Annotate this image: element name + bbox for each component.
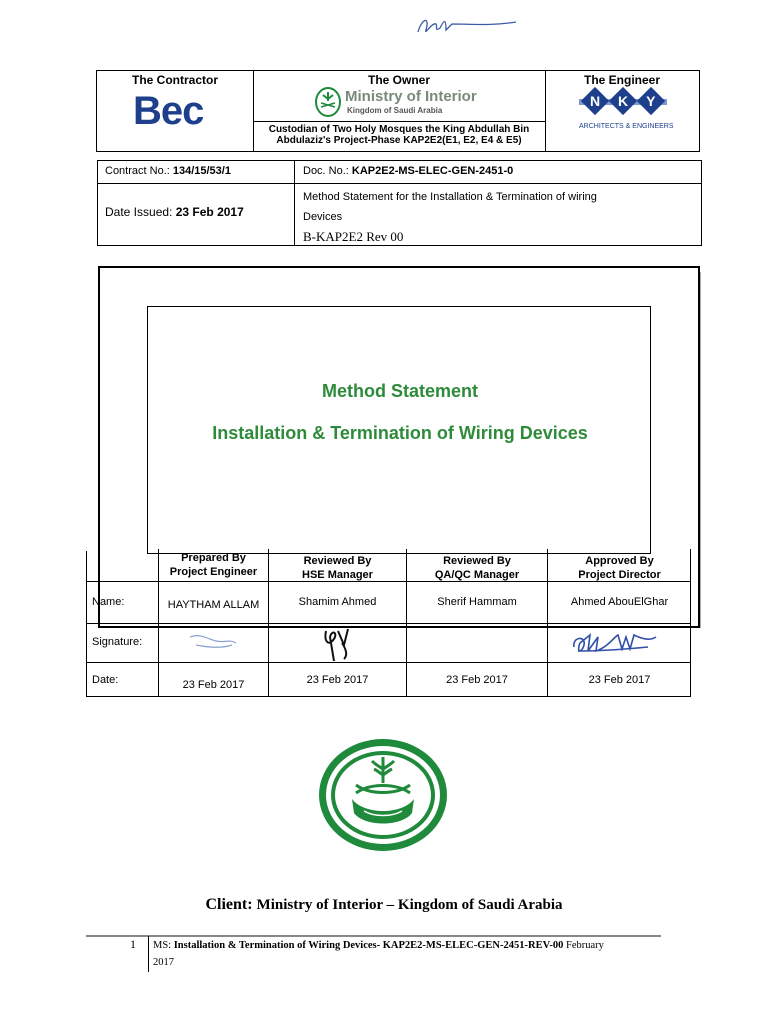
engineer-cell <box>545 71 699 151</box>
contractor-label: The Contractor <box>131 73 218 87</box>
nky-letter-k <box>609 87 637 115</box>
doc-no <box>303 165 513 177</box>
moi-emblem-icon <box>314 735 452 855</box>
signature-approved <box>568 629 660 659</box>
owner-logo-title: Ministry of Interior <box>345 88 477 105</box>
footer-title: Installation & Termination of Wiring Devices- KAP2E2-MS-ELEC-GEN-2451-REV-00 <box>173 940 564 951</box>
approval-table <box>86 549 691 697</box>
contract-table-divider-h <box>98 183 701 184</box>
nky-letter-y <box>637 87 665 115</box>
footer-divider <box>148 936 149 972</box>
doc-no-value: KAP2E2-MS-ELEC-GEN-2451-0 <box>351 165 514 177</box>
col-header-qaqc-line2: QA/QC Manager <box>434 569 520 581</box>
date-qaqc: 23 Feb 2017 <box>446 674 508 686</box>
contract-no <box>105 165 231 177</box>
footer-prefix: MS: <box>153 940 174 951</box>
approval-left-line <box>86 581 87 697</box>
bec-logo <box>133 89 213 137</box>
col-header-approved-line1: Approved By <box>585 555 654 567</box>
row-label-date: Date: <box>92 674 119 686</box>
doc-description <box>303 187 597 227</box>
owner-label: The Owner <box>367 73 430 87</box>
row-label-signature: Signature: <box>92 636 143 648</box>
custodian-line-2: Abdulaziz's Project-Phase KAP2E2(E1, E2, E4 & E5) <box>276 135 522 146</box>
title-inner-frame <box>147 306 651 554</box>
col-header-hse-line1: Reviewed By <box>303 555 372 567</box>
custodian-line-1: Custodian of Two Holy Mosques the King Abdullah Bin <box>268 124 530 135</box>
approval-row-line-3 <box>86 662 691 663</box>
date-issued-value: 23 Feb 2017 <box>175 205 244 219</box>
date-issued <box>105 205 244 219</box>
date-approved: 23 Feb 2017 <box>588 674 651 686</box>
client-line <box>0 896 768 914</box>
doc-description-line-1: Method Statement for the Installation & Termination of wiring <box>303 191 597 203</box>
col-header-prepared <box>159 551 268 579</box>
client-label: Client: <box>205 896 253 913</box>
moi-small-emblem-icon <box>315 87 341 117</box>
footer-text <box>153 937 663 971</box>
name-prepared: HAYTHAM ALLAM <box>167 599 260 611</box>
signature-hse <box>318 625 358 663</box>
custodian-text <box>253 121 545 151</box>
col-header-qaqc-line1: Reviewed By <box>443 555 511 567</box>
client-name: Ministry of Interior – Kingdom of Saudi Arabia <box>256 897 563 913</box>
owner-logo-subtitle: Kingdom of Saudi Arabia <box>347 106 443 115</box>
revision: B-KAP2E2 Rev 00 <box>303 229 404 244</box>
doc-description-line-2: Devices <box>303 211 343 223</box>
approval-row-line-2 <box>86 623 691 624</box>
col-header-prepared-line2: Project Engineer <box>169 566 258 578</box>
col-header-hse-line2: HSE Manager <box>302 569 373 581</box>
col-header-qaqc <box>407 554 547 582</box>
contractor-cell <box>97 71 254 151</box>
name-approved: Ahmed AbouElGhar <box>570 596 669 608</box>
date-prepared: 23 Feb 2017 <box>182 679 245 691</box>
footer-date-year: 2017 <box>153 957 174 968</box>
top-signature <box>412 10 522 40</box>
row-label-name: Name: <box>92 596 125 608</box>
col-header-approved <box>548 554 691 582</box>
title-line-1: Method Statement <box>321 381 478 401</box>
footer-date-month: February <box>563 940 604 951</box>
col-header-hse <box>269 554 406 582</box>
contract-table-divider-v <box>294 161 295 245</box>
approval-row-line-4 <box>86 696 691 697</box>
col-header-prepared-line1: Prepared By <box>181 552 246 564</box>
title-frame-shadow <box>700 272 705 628</box>
nky-logo-caption: ARCHITECTS & ENGINEERS <box>579 123 674 130</box>
owner-cell <box>253 71 546 151</box>
contract-info-table <box>97 160 702 246</box>
bec-logo-text: Bec <box>133 89 204 133</box>
contract-no-value: 134/15/53/1 <box>172 165 231 177</box>
nky-logo <box>579 91 667 113</box>
nky-letter-n <box>581 87 609 115</box>
title-line-2: Installation & Termination of Wiring Devices <box>212 423 588 443</box>
engineer-label: The Engineer <box>583 73 660 87</box>
nky-letter-k-text: K <box>617 93 629 109</box>
date-issued-label: Date Issued: <box>105 205 176 219</box>
signature-prepared <box>186 629 246 653</box>
date-hse: 23 Feb 2017 <box>306 674 369 686</box>
name-hse: Shamim Ahmed <box>298 596 377 608</box>
nky-letter-y-text: Y <box>646 93 656 109</box>
footer-page-number: 1 <box>130 937 136 951</box>
doc-no-label: Doc. No.: <box>303 165 352 177</box>
nky-letter-n-text: N <box>589 93 601 109</box>
contract-no-label: Contract No.: <box>105 165 173 177</box>
header-logo-table <box>96 70 700 152</box>
col-header-approved-line2: Project Director <box>578 569 661 581</box>
name-qaqc: Sherif Hammam <box>437 596 517 608</box>
